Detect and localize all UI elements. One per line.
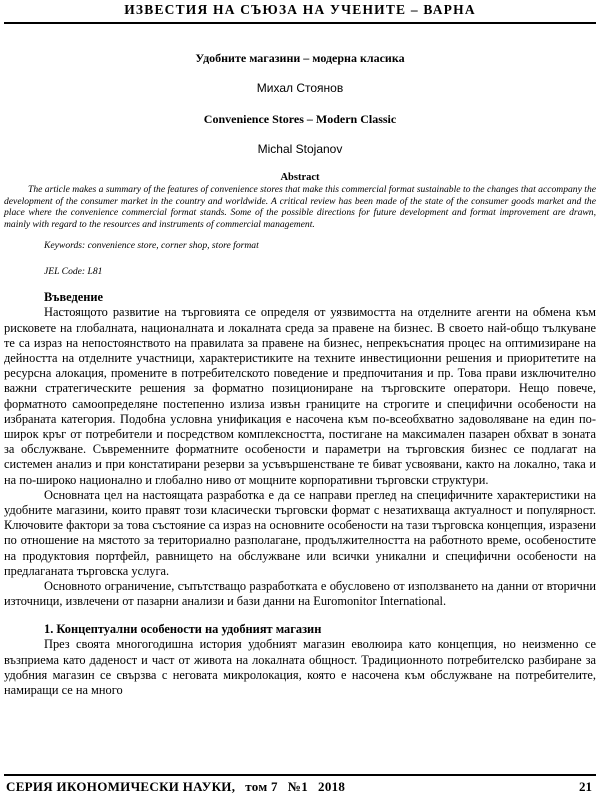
section-1-body [4,637,596,698]
introduction-body [4,305,596,609]
footer-year: 2018 [318,779,346,794]
author-name-bg: Михал Стоянов [256,81,344,95]
article-title-en: Convenience Stores – Modern Classic [203,112,397,126]
introduction-paragraph: Основната цел на настоящата разработка е да се направи преглед на специфичните характеристики на удобните магазини, които правят този класически търговски формат с незатихваща актуалност и популярност. Ключовите фактори за това състояние са израз на основните особености на тази търговска концепция, изразени по отношение на мястото за териториално разполагане, продължителността на работното време, особеностите на продуктовия портфейл, равнището на обслужване или всички уникални и специфични особености на предлаганата търговска услуга. [4,487,596,578]
introduction-paragraph: Настоящото развитие на търговията се определя от уязвимостта на отделните агенти на обмена към рисковете на глобалната, националната и локалната среда за правене на бизнес. В своето най-общо тълкуване те са израз на непостоянството на правилата за правене на бизнес, непрекъснатия процес на оптимизиране на дейността на отделните участници, характеристиките на техните инвестиционни решения и приоритетите на ресурсна алокация, промените в потребителското поведение и предпочитания и пр. Това прави изключително важни стратегическите решения за форматно позициониране на търговските оператори. Нещо повече, форматното самоопределяне постепенно излиза извън границите на строгите и специфични особености на избраната категория. Подобна условна унификация е насочена към по-всеобхватно задоволяване на един по-широк кръг от потребители и посредством комплексността, постигане на максимален пазарен обхват в зоната за обслужване. Съвременните форматните особености и параметри на търговския бизнес се подлагат на системен анализ и при констатирани резерви за усъвършенстване те биват усвоявани, както на локално, така и на по-широко национално и глобално ниво от мощните корпоративни търговски структури. [4,305,596,487]
section-1-paragraph: През своята многогодишна история удобният магазин еволюира като концепция, но неизменно се възприема като даденост и част от живота на локалната общност. Традиционното потребителско разбиране за удобния магазин се свързва с неговата микролокация, която е насочена към обслужване на потребителите, намиращи се на много [4,637,596,698]
abstract-text: The article makes a summary of the features of convenience stores that make this commercial format sustainable to the changes that accompany the development of the consumer market in the country and worldwide. A critical review has been made of the state of the consumer goods market and the place where the convenience commercial format stands. Some of the possible directions for future development and format improvement are drawn, mainly with regard to the resources and instruments of commercial management. [4,184,596,230]
introduction-paragraph: Основното ограничение, съпътстващо разработката е обусловено от използването на данни от вторични източници, извлечени от пазарни анализи и бази данни на Euromonitor International. [4,579,596,609]
jel-code: JEL Code: L81 [44,266,103,278]
footer-series-info [6,776,345,798]
footer-series: СЕРИЯ ИКОНОМИЧЕСКИ НАУКИ, [6,779,236,794]
running-header [4,0,596,24]
footer-issue: №1 [287,779,309,794]
footer-volume: том 7 [245,779,278,794]
page-content [4,38,596,698]
page-number: 21 [579,779,592,794]
journal-title: ИЗВЕСТИЯ НА СЪЮЗА НА УЧЕНИТЕ – ВАРНА [124,2,476,17]
keywords: Keywords: convenience store, corner shop, store format [44,240,259,252]
running-footer [4,774,596,800]
introduction-heading: Въведение [44,290,104,305]
article-title-bg: Удобните магазини – модерна класика [195,51,405,65]
section-1-heading: 1. Концептуални особености на удобният магазин [44,622,322,637]
abstract-heading: Abstract [280,172,320,183]
author-name-en: Michal Stojanov [257,142,343,156]
